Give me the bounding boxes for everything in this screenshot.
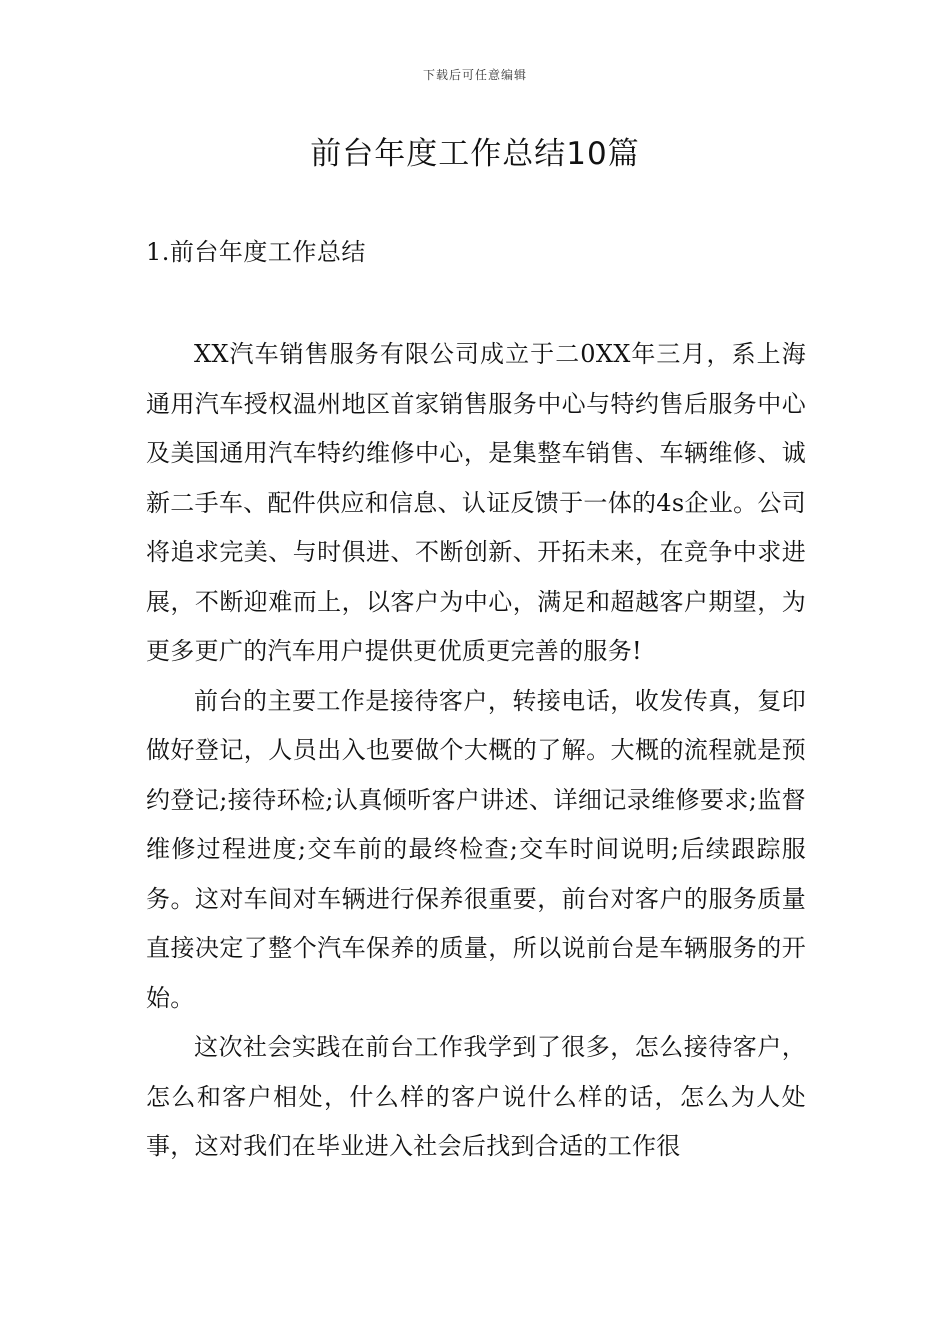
section-heading: 1.前台年度工作总结 [146, 238, 366, 266]
header-note: 下载后可任意编辑 [422, 68, 527, 82]
paragraph-practice-learning: 这次社会实践在前台工作我学到了很多，怎么接待客户，怎么和客户相处，什么样的客户说什么样的话，怎么为人处事，这对我们在毕业进入社会后找到合适的工作很 [146, 1033, 806, 1160]
document-body [146, 330, 806, 1172]
paragraph-company-intro: XX汽车销售服务有限公司成立于二0XX年三月，系上海通用汽车授权温州地区首家销售服务中心与特约售后服务中心及美国通用汽车特约维修中心，是集整车销售、车辆维修、诚新二手车、配件供应和信息、认证反馈于一体的4s企业。公司将追求完美、与时俱进、不断创新、开拓未来，在竞争中求进展，不断迎难而上，以客户为中心，满足和超越客户期望，为更多更广的汽车用户提供更优质更完善的服务! [146, 340, 806, 665]
document-title: 前台年度工作总结10篇 [310, 136, 640, 172]
paragraph-front-desk-duties: 前台的主要工作是接待客户，转接电话，收发传真，复印做好登记，人员出入也要做个大概的了解。大概的流程就是预约登记;接待环检;认真倾听客户讲述、详细记录维修要求;监督维修过程进度;交车前的最终检查;交车时间说明;后续跟踪服务。这对车间对车辆进行保养很重要，前台对客户的服务质量直接决定了整个汽车保养的质量，所以说前台是车辆服务的开始。 [146, 686, 806, 1012]
